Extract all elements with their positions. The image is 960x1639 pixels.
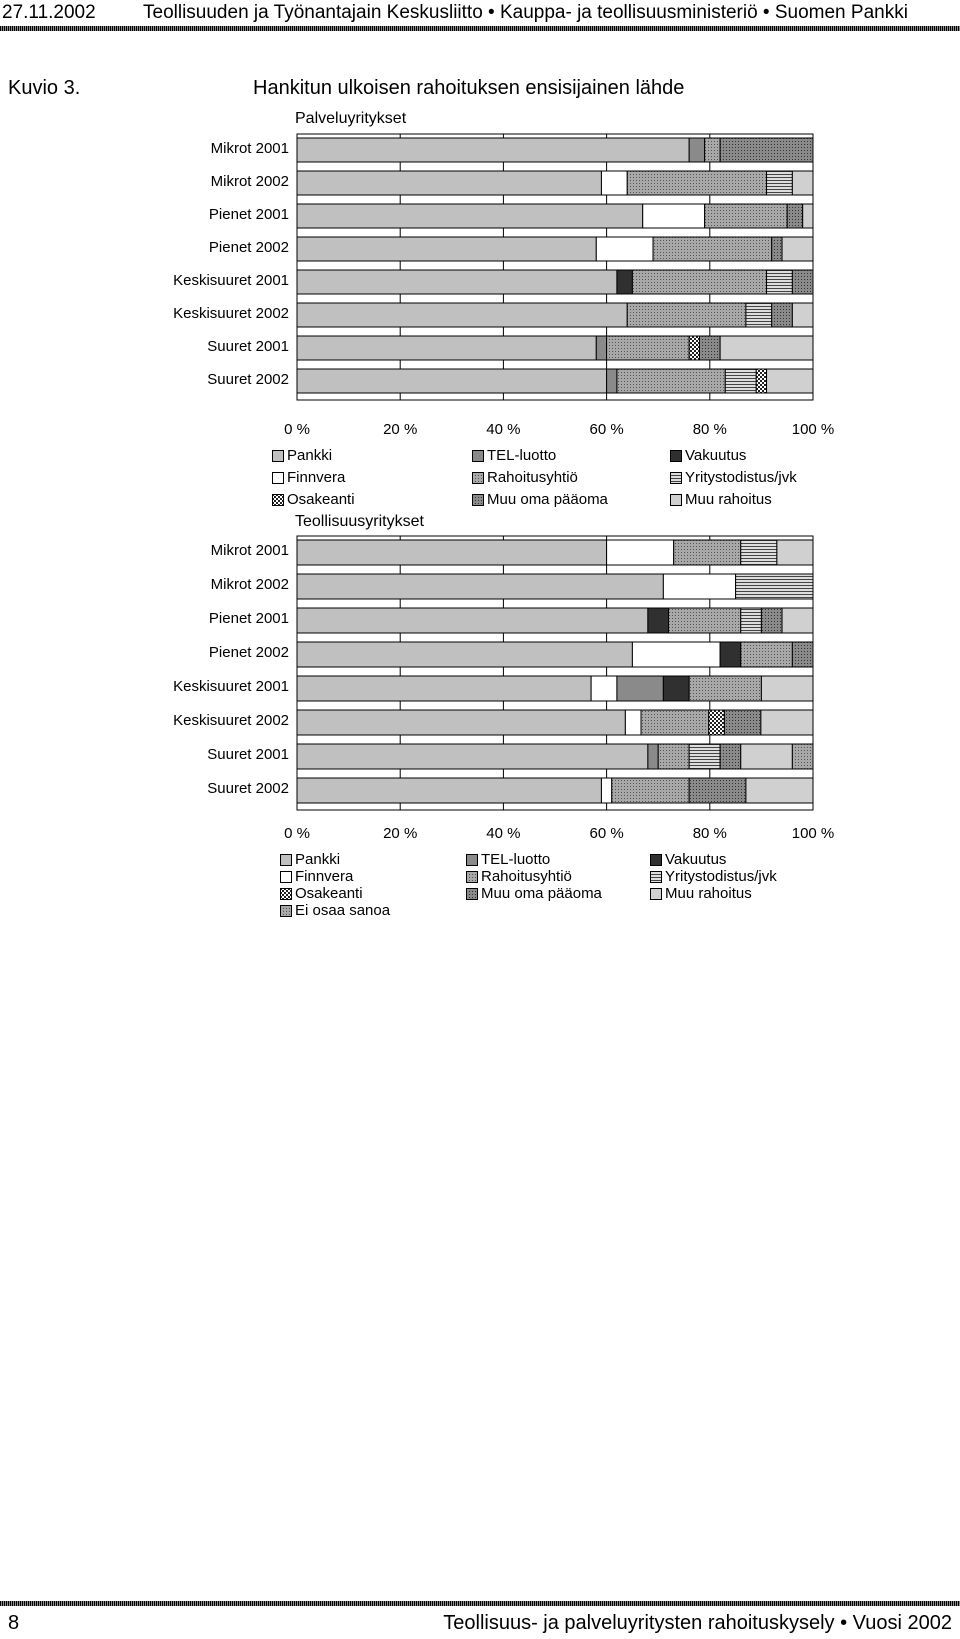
- category-label: Pienet 2002: [208, 239, 289, 256]
- bar-segment-muu-rahoitus: [761, 710, 813, 735]
- category-label: Keskisuuret 2001: [173, 272, 289, 289]
- category-label: Pienet 2002: [208, 644, 289, 661]
- category-label: Pienet 2001: [208, 610, 289, 627]
- x-tick-label: 0 %: [284, 421, 310, 438]
- x-tick-label: 80 %: [692, 421, 727, 438]
- bar-segment-rahoitusyhtio: [669, 608, 741, 633]
- legend-label: TEL-luotto: [487, 447, 557, 464]
- figure-label: Kuvio 3.: [8, 77, 81, 99]
- legend-label: Muu rahoitus: [665, 885, 752, 902]
- category-label: Keskisuuret 2002: [173, 305, 289, 322]
- bar-segment-rahoitusyhtio: [612, 778, 689, 803]
- bar-segment-muu-rahoitus: [782, 608, 813, 633]
- bar-segment-vakuutus: [720, 642, 741, 667]
- category-label: Suuret 2002: [207, 371, 289, 388]
- bar-segment-pankki: [297, 608, 648, 633]
- legend-label: Muu rahoitus: [685, 491, 772, 508]
- figure-title: Hankitun ulkoisen rahoituksen ensisijainen lähde: [253, 77, 685, 99]
- category-label: Suuret 2001: [207, 746, 289, 763]
- bar-segment-muu-oma-paaoma: [724, 710, 760, 735]
- bar-segment-pankki: [297, 540, 607, 565]
- x-tick-label: 60 %: [589, 421, 624, 438]
- bar-segment-rahoitusyhtio: [658, 744, 689, 769]
- legend-label: Ei osaa sanoa: [295, 902, 391, 919]
- legend-swatch: [466, 854, 478, 866]
- legend-label: Osakeanti: [295, 885, 363, 902]
- category-label: Mikrot 2001: [210, 140, 289, 157]
- x-tick-label: 80 %: [692, 825, 727, 842]
- bar-segment-finnvera: [625, 710, 641, 735]
- bar-segment-tel-luotto: [617, 676, 663, 701]
- category-label: Mikrot 2001: [210, 542, 289, 559]
- legend-label: TEL-luotto: [481, 851, 551, 868]
- bar-segment-muu-rahoitus: [777, 540, 813, 565]
- bar-segment-vakuutus: [648, 608, 669, 633]
- legend-label: Yritystodistus/jvk: [665, 868, 777, 885]
- bar-segment-muu-rahoitus: [741, 744, 793, 769]
- x-tick-label: 100 %: [791, 825, 835, 842]
- bar-segment-pankki: [297, 744, 648, 769]
- bar-segment-muu-rahoitus: [761, 676, 813, 701]
- category-label: Suuret 2002: [207, 780, 289, 797]
- legend-label: Vakuutus: [665, 851, 727, 868]
- category-label: Pienet 2001: [208, 206, 289, 223]
- bar-segment-muu-oma-paaoma: [761, 608, 782, 633]
- bar-segment-vakuutus: [663, 676, 689, 701]
- legend-label: Pankki: [295, 851, 341, 868]
- bar-segment-rahoitusyhtio: [689, 676, 761, 701]
- x-tick-label: 60 %: [589, 825, 624, 842]
- chart-subtitle: Teollisuusyritykset: [295, 513, 424, 530]
- category-label: Mikrot 2002: [210, 173, 289, 190]
- legend-label: Pankki: [287, 447, 333, 464]
- category-label: Suuret 2001: [207, 338, 289, 355]
- bar-segment-osakeanti: [709, 710, 725, 735]
- legend-swatch: [650, 871, 662, 883]
- x-tick-label: 100 %: [791, 421, 835, 438]
- x-tick-label: 0 %: [284, 825, 310, 842]
- footer-rule: [0, 1601, 960, 1606]
- bar-segment-rahoitusyhtio: [741, 642, 793, 667]
- bar-segment-finnvera: [607, 540, 674, 565]
- x-tick-label: 40 %: [486, 825, 521, 842]
- bar-segment-finnvera: [591, 676, 617, 701]
- legend-label: Muu oma pääoma: [481, 885, 602, 902]
- legend-label: Muu oma pääoma: [487, 491, 608, 508]
- bar-segment-pankki: [297, 676, 591, 701]
- legend-swatch: [280, 905, 292, 917]
- legend-swatch: [466, 871, 478, 883]
- bar-segment-yritystodistus-jvk: [741, 608, 762, 633]
- bar-segment-muu-oma-paaoma: [792, 642, 813, 667]
- bar-segment-finnvera: [601, 778, 611, 803]
- bar-segment-muu-oma-paaoma: [689, 778, 746, 803]
- page-number: 8: [8, 1612, 20, 1634]
- bar-segment-ei-osaa-sanoa: [792, 744, 813, 769]
- header-organizations: Teollisuuden ja Työnantajain Keskusliitto • Kauppa- ja teollisuusministeriö • Suomen Pankki: [143, 2, 908, 23]
- legend-swatch: [280, 871, 292, 883]
- bar-segment-rahoitusyhtio: [641, 710, 709, 735]
- bar-segment-yritystodistus-jvk: [736, 574, 813, 599]
- bar-segment-pankki: [297, 642, 632, 667]
- category-label: Keskisuuret 2001: [173, 678, 289, 695]
- bar-segment-tel-luotto: [648, 744, 658, 769]
- legend-swatch: [280, 888, 292, 900]
- legend-label: Osakeanti: [287, 491, 355, 508]
- legend-label: Yritystodistus/jvk: [685, 469, 797, 486]
- bar-segment-pankki: [297, 574, 663, 599]
- category-label: Mikrot 2002: [210, 576, 289, 593]
- legend-swatch: [280, 854, 292, 866]
- legend-label: Finnvera: [295, 868, 354, 885]
- legend-label: Vakuutus: [685, 447, 747, 464]
- bar-segment-yritystodistus-jvk: [741, 540, 777, 565]
- bar-segment-pankki: [297, 778, 601, 803]
- bar-segment-muu-rahoitus: [746, 778, 813, 803]
- legend-label: Rahoitusyhtiö: [487, 469, 578, 486]
- bar-segment-finnvera: [632, 642, 720, 667]
- legend-swatch: [466, 888, 478, 900]
- footer-title: Teollisuus- ja palveluyritysten rahoituskysely • Vuosi 2002: [443, 1612, 952, 1634]
- bar-segment-muu-oma-paaoma: [720, 744, 741, 769]
- category-label: Keskisuuret 2002: [173, 712, 289, 729]
- legend-label: Finnvera: [287, 469, 346, 486]
- header-date: 27.11.2002: [2, 2, 96, 23]
- x-tick-label: 20 %: [383, 421, 418, 438]
- bar-segment-finnvera: [663, 574, 735, 599]
- chart-subtitle: Palveluyritykset: [295, 110, 407, 127]
- bar-segment-rahoitusyhtio: [674, 540, 741, 565]
- bar-segment-pankki: [297, 710, 625, 735]
- legend-label: Rahoitusyhtiö: [481, 868, 572, 885]
- x-tick-label: 40 %: [486, 421, 521, 438]
- bar-segment-yritystodistus-jvk: [689, 744, 720, 769]
- legend-swatch: [650, 888, 662, 900]
- legend-swatch: [650, 854, 662, 866]
- x-tick-label: 20 %: [383, 825, 418, 842]
